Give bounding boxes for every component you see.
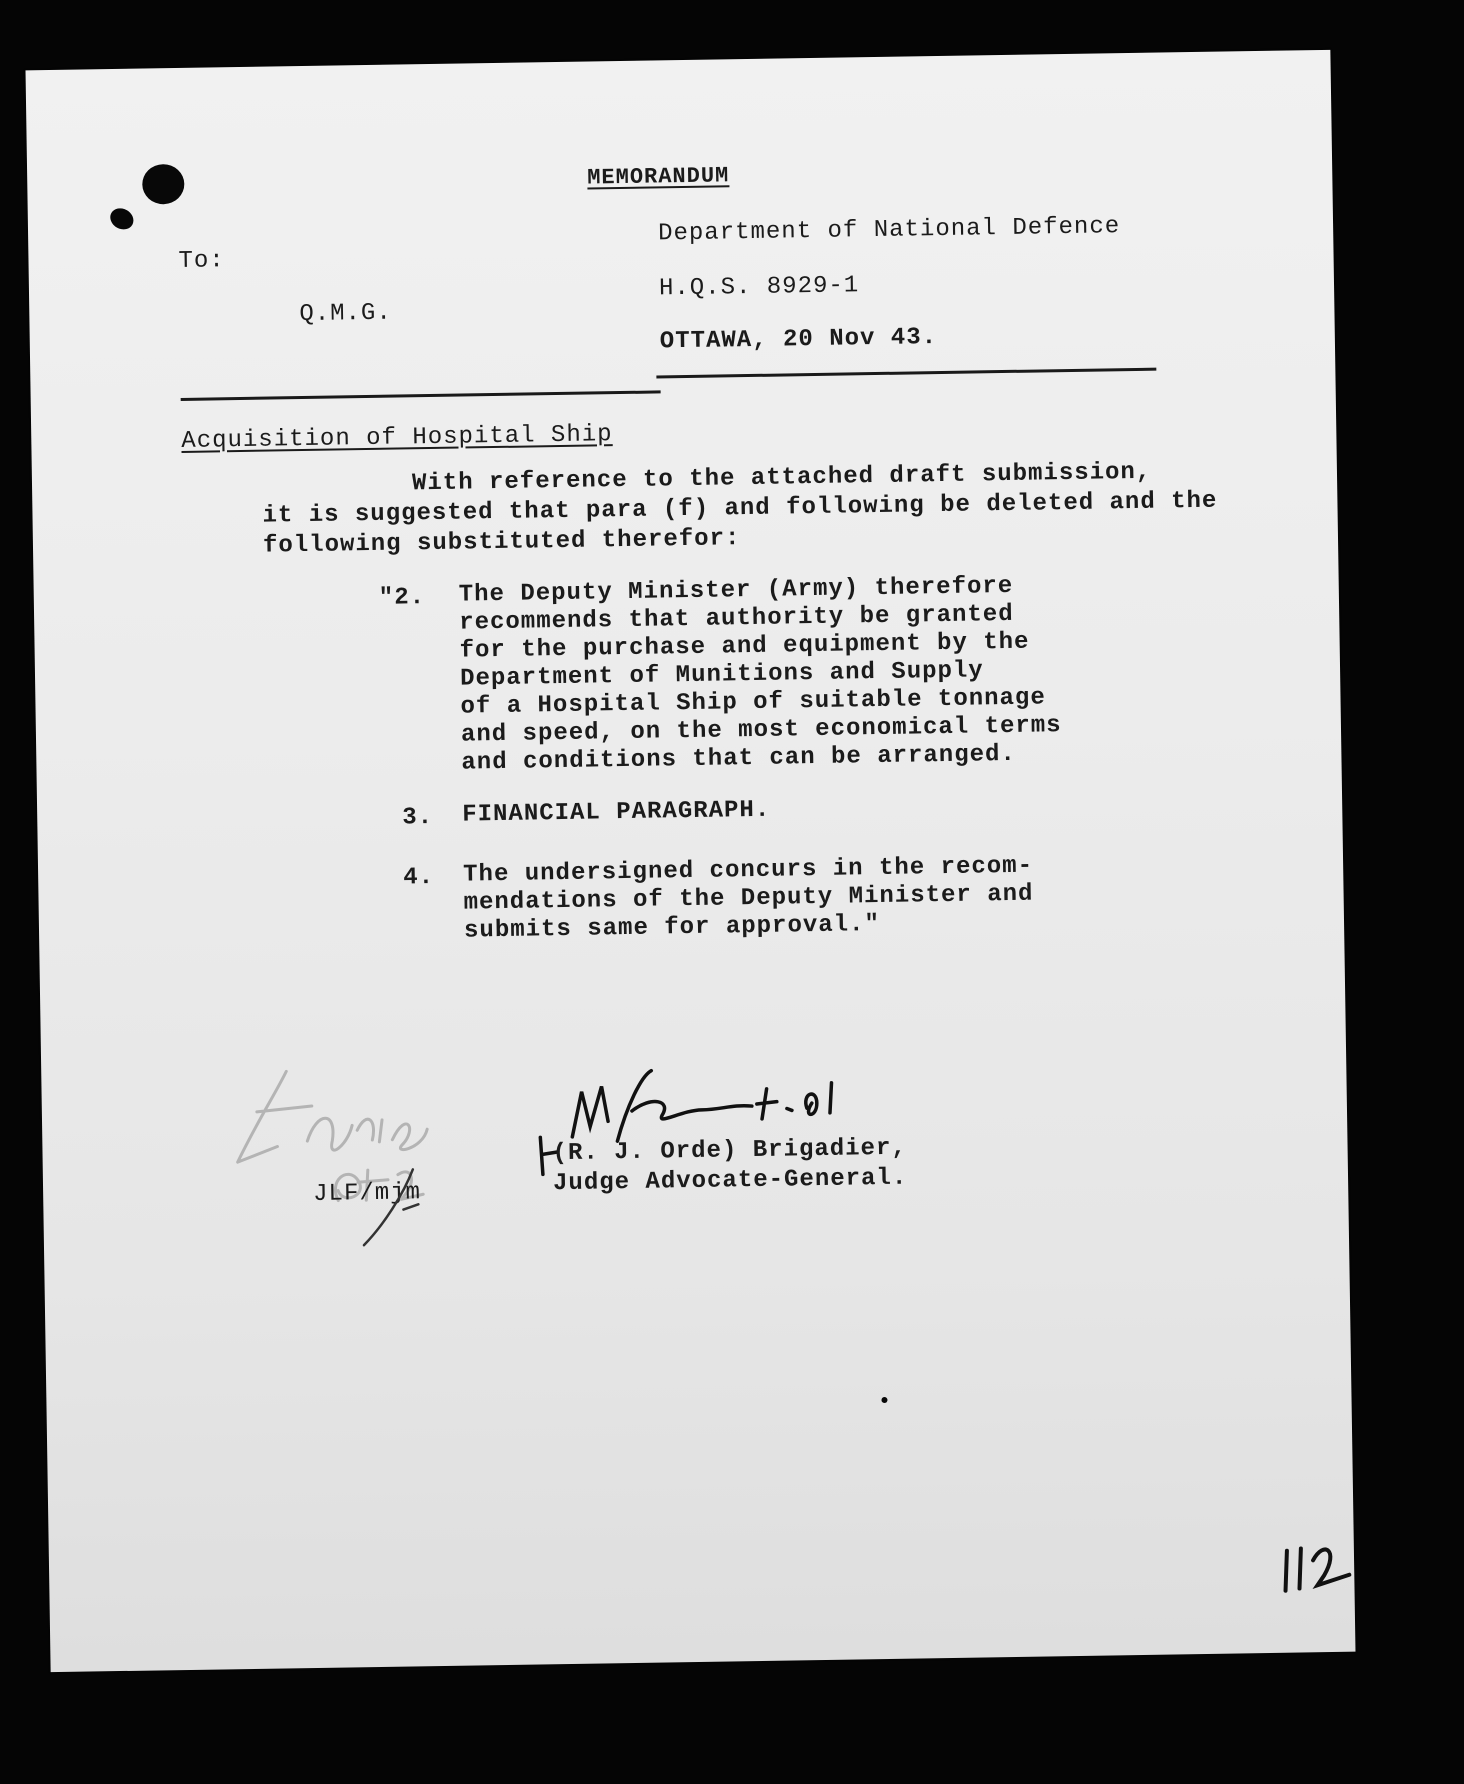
item-number: 3. [402, 804, 434, 832]
reference-initials: JLF/mjm [312, 1179, 422, 1208]
initials-pen-mark [343, 1164, 444, 1256]
signatory-title: Judge Advocate-General. [552, 1164, 908, 1198]
page-number-handwritten [1279, 1530, 1360, 1601]
department-name: Department of National Defence [657, 213, 1121, 248]
item-text: FINANCIAL PARAGRAPH. [462, 796, 771, 829]
signatory-name: (R. J. Orde) Brigadier, [552, 1134, 908, 1168]
to-label: To: [178, 247, 225, 275]
place-date: OTTAWA, 20 Nov 43. [659, 324, 938, 356]
header-rule-left [181, 390, 661, 401]
memo-title: MEMORANDUM [587, 163, 730, 191]
ink-blot [106, 204, 137, 233]
file-number: H.Q.S. 8929-1 [658, 272, 860, 303]
item-text: The undersigned concurs in the recom- mendations of the Deputy Minister and submits same for approval." [462, 852, 1034, 945]
item-number: 4. [403, 864, 435, 892]
intro-text: it is suggested that para (f) and following be deleted and the following substituted therefor: [262, 487, 1218, 560]
intro-first-line: With reference to the attached draft submission, [411, 458, 1152, 498]
header-rule [656, 368, 1156, 379]
item-number: "2. [378, 584, 426, 612]
ink-dot [881, 1397, 887, 1403]
ink-blot [142, 164, 185, 205]
item-text: The Deputy Minister (Army) therefore recommends that authority be granted for the purchase and equipment by the Department of Munitions and Supply of a Hospital Ship of suitable tonnage and speed, on the most economical terms and conditions that can be arranged. [458, 572, 1062, 777]
memo-page [25, 50, 1355, 1672]
intro-paragraph [262, 457, 1223, 562]
recipient: Q.M.G. [299, 299, 392, 329]
subject-line: Acquisition of Hospital Ship [181, 421, 613, 455]
